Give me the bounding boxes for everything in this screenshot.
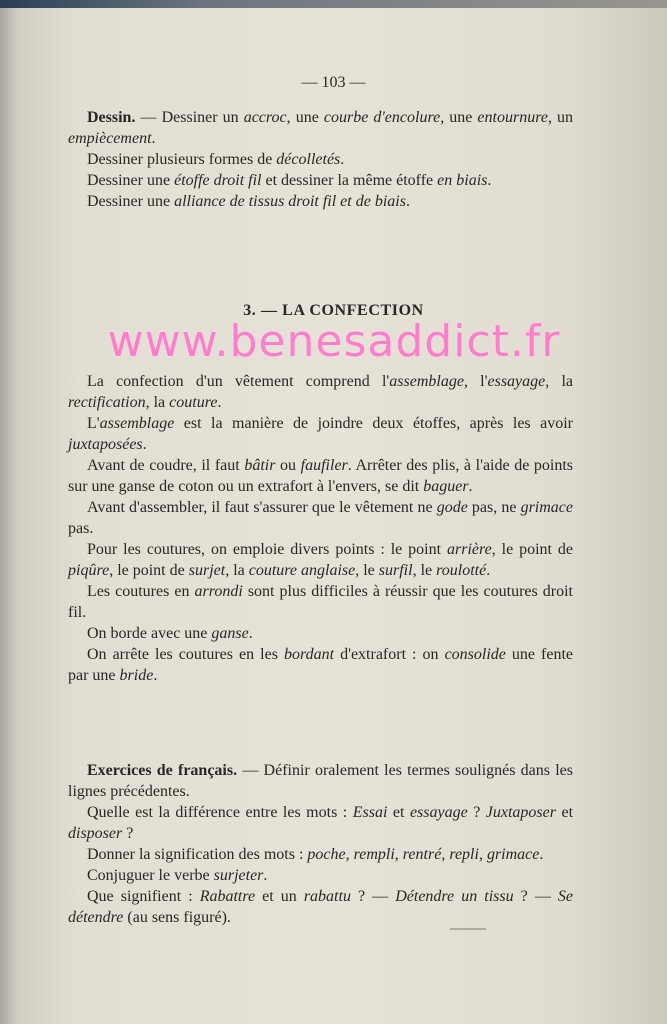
exercices-section: [68, 760, 573, 928]
text-run: en biais: [437, 172, 488, 189]
text-run: Avant de coudre, il faut: [87, 457, 245, 474]
paragraph: [68, 844, 573, 865]
text-run: grimace: [520, 499, 573, 516]
text-run: rectification: [68, 394, 146, 411]
text-run: , le point de: [491, 541, 573, 558]
text-run: .: [263, 867, 268, 884]
text-run: .: [487, 172, 492, 189]
text-run: , une: [286, 109, 324, 126]
text-run: pas, ne: [467, 499, 521, 516]
text-run: Donner la signification des mots :: [87, 846, 308, 863]
text-run: , une: [440, 109, 478, 126]
dessin-section: [68, 107, 573, 212]
text-run: couture: [169, 394, 218, 411]
paragraph: [68, 644, 573, 686]
text-run: baguer: [423, 478, 469, 495]
text-run: et: [555, 804, 574, 821]
text-run: alliance de tissus droit fil et de biais: [174, 193, 406, 210]
text-run: ? —: [513, 888, 558, 905]
text-run: assemblage: [99, 415, 175, 432]
text-run: .: [468, 478, 473, 495]
text-run: rabattu: [303, 888, 351, 905]
text-run: .: [153, 667, 158, 684]
confection-section: [68, 371, 573, 686]
text-run: ? —: [350, 888, 396, 905]
paragraph: [68, 170, 573, 191]
text-run: essayage: [487, 373, 546, 390]
text-run: , un: [547, 109, 574, 126]
text-run: Les coutures en: [87, 583, 195, 600]
text-run: Conjuguer le verbe: [87, 867, 214, 884]
text-run: Essai: [352, 804, 388, 821]
text-run: surfil: [378, 562, 413, 579]
watermark: www.benesaddict.fr: [107, 316, 561, 367]
text-run: une fente par une: [68, 646, 574, 684]
page-number: — 103 —: [301, 74, 366, 91]
text-run: Exercices de français.: [87, 762, 238, 779]
section-title: 3. — LA CONFECTION: [243, 302, 424, 319]
text-run: (au sens figuré).: [123, 909, 231, 926]
paragraph: [68, 760, 573, 802]
text-run: d'extrafort : on: [334, 646, 445, 663]
text-run: arrière: [446, 541, 492, 558]
text-run: .: [405, 193, 410, 210]
text-run: surjet: [188, 562, 226, 579]
ink-smudge: [450, 928, 486, 930]
text-run: accroc: [243, 109, 287, 126]
text-run: Détendre un tissu: [395, 888, 514, 905]
text-run: — Définir oralement les termes soulignés dans les lignes précédentes.: [68, 762, 573, 800]
text-run: .: [151, 130, 156, 147]
text-run: Dessiner une: [87, 193, 175, 210]
text-run: entournure: [477, 109, 548, 126]
text-run: roulotté: [436, 562, 487, 579]
text-run: ?: [467, 804, 486, 821]
text-run: disposer: [68, 825, 123, 842]
paragraph: [68, 886, 573, 928]
text-run: .: [486, 562, 491, 579]
text-run: juxtaposées: [68, 436, 143, 453]
paragraph: [68, 455, 573, 497]
text-run: décolletés: [276, 151, 341, 168]
text-run: repli: [449, 846, 479, 863]
text-run: sont plus difficiles à réussir que les coutures droit fil.: [68, 583, 573, 621]
text-run: , l': [463, 373, 488, 390]
text-run: La confection d'un vêtement comprend l': [87, 373, 390, 390]
text-run: ?: [122, 825, 134, 842]
text-run: Quelle est la différence entre les mots :: [87, 804, 353, 821]
text-run: rentré: [402, 846, 442, 863]
text-run: Dessin.: [87, 109, 136, 126]
text-run: ,: [441, 846, 450, 863]
text-run: et: [387, 804, 410, 821]
text-run: ganse: [211, 625, 249, 642]
text-run: consolide: [444, 646, 506, 663]
paragraph: [68, 149, 573, 170]
text-run: couture anglaise: [248, 562, 356, 579]
text-run: bâtir: [244, 457, 276, 474]
text-run: Juxtaposer: [485, 804, 556, 821]
text-run: Dessiner plusieurs formes de: [87, 151, 277, 168]
text-run: rempli: [353, 846, 395, 863]
paragraph: [68, 581, 573, 623]
text-run: essayage: [409, 804, 468, 821]
text-run: gode: [436, 499, 468, 516]
paragraph: [68, 865, 573, 886]
text-run: courbe d'encolure: [323, 109, 441, 126]
background-strip: [0, 0, 667, 8]
text-run: et dessiner la même étoffe: [261, 172, 438, 189]
text-run: assemblage: [389, 373, 464, 390]
text-run: pas.: [68, 520, 94, 537]
text-run: ,: [478, 846, 487, 863]
text-run: , le point de: [109, 562, 189, 579]
text-run: , le: [412, 562, 437, 579]
text-run: Pour les coutures, on emploie divers points : le point: [87, 541, 447, 558]
text-run: ,: [394, 846, 403, 863]
text-run: , le: [355, 562, 379, 579]
text-run: . Arrêter des plis, à l'aide de points sur une ganse de coton ou un extrafort à l'envers, se dit: [68, 457, 574, 495]
paragraph: [68, 802, 573, 844]
text-run: empiècement: [68, 130, 152, 147]
text-run: L': [87, 415, 100, 432]
text-run: .: [248, 625, 253, 642]
paragraph: [68, 371, 573, 413]
paragraph: [68, 623, 573, 644]
text-run: — Dessiner un: [135, 109, 244, 126]
paragraph: [68, 539, 573, 581]
text-run: ,: [345, 846, 354, 863]
text-run: grimace: [486, 846, 540, 863]
text-run: , la: [545, 373, 574, 390]
text-run: arrondi: [194, 583, 243, 600]
text-run: On borde avec une: [87, 625, 212, 642]
text-run: Avant d'assembler, il faut s'assurer que le vêtement ne: [87, 499, 437, 516]
text-run: et un: [255, 888, 304, 905]
text-run: surjeter: [213, 867, 264, 884]
text-run: est la manière de joindre deux étoffes, après les avoir: [174, 415, 573, 432]
text-run: Se détendre: [68, 888, 573, 926]
text-run: .: [539, 846, 544, 863]
text-run: poche: [307, 846, 346, 863]
text-run: ou: [275, 457, 301, 474]
text-run: .: [142, 436, 147, 453]
text-run: .: [340, 151, 345, 168]
paragraph: [68, 413, 573, 455]
text-run: faufiler: [300, 457, 348, 474]
text-run: , la: [145, 394, 170, 411]
text-run: .: [217, 394, 222, 411]
paragraph: [68, 191, 573, 212]
text-run: bride: [119, 667, 154, 684]
text-run: bordant: [283, 646, 335, 663]
text-run: Dessiner une: [87, 172, 175, 189]
text-run: Rabattre: [199, 888, 256, 905]
text-run: piqûre: [68, 562, 110, 579]
text-run: , la: [225, 562, 249, 579]
text-run: On arrête les coutures en les: [87, 646, 284, 663]
text-run: Que signifient :: [87, 888, 200, 905]
paragraph: [68, 497, 573, 539]
text-run: étoffe droit fil: [174, 172, 262, 189]
paragraph: [68, 107, 573, 149]
